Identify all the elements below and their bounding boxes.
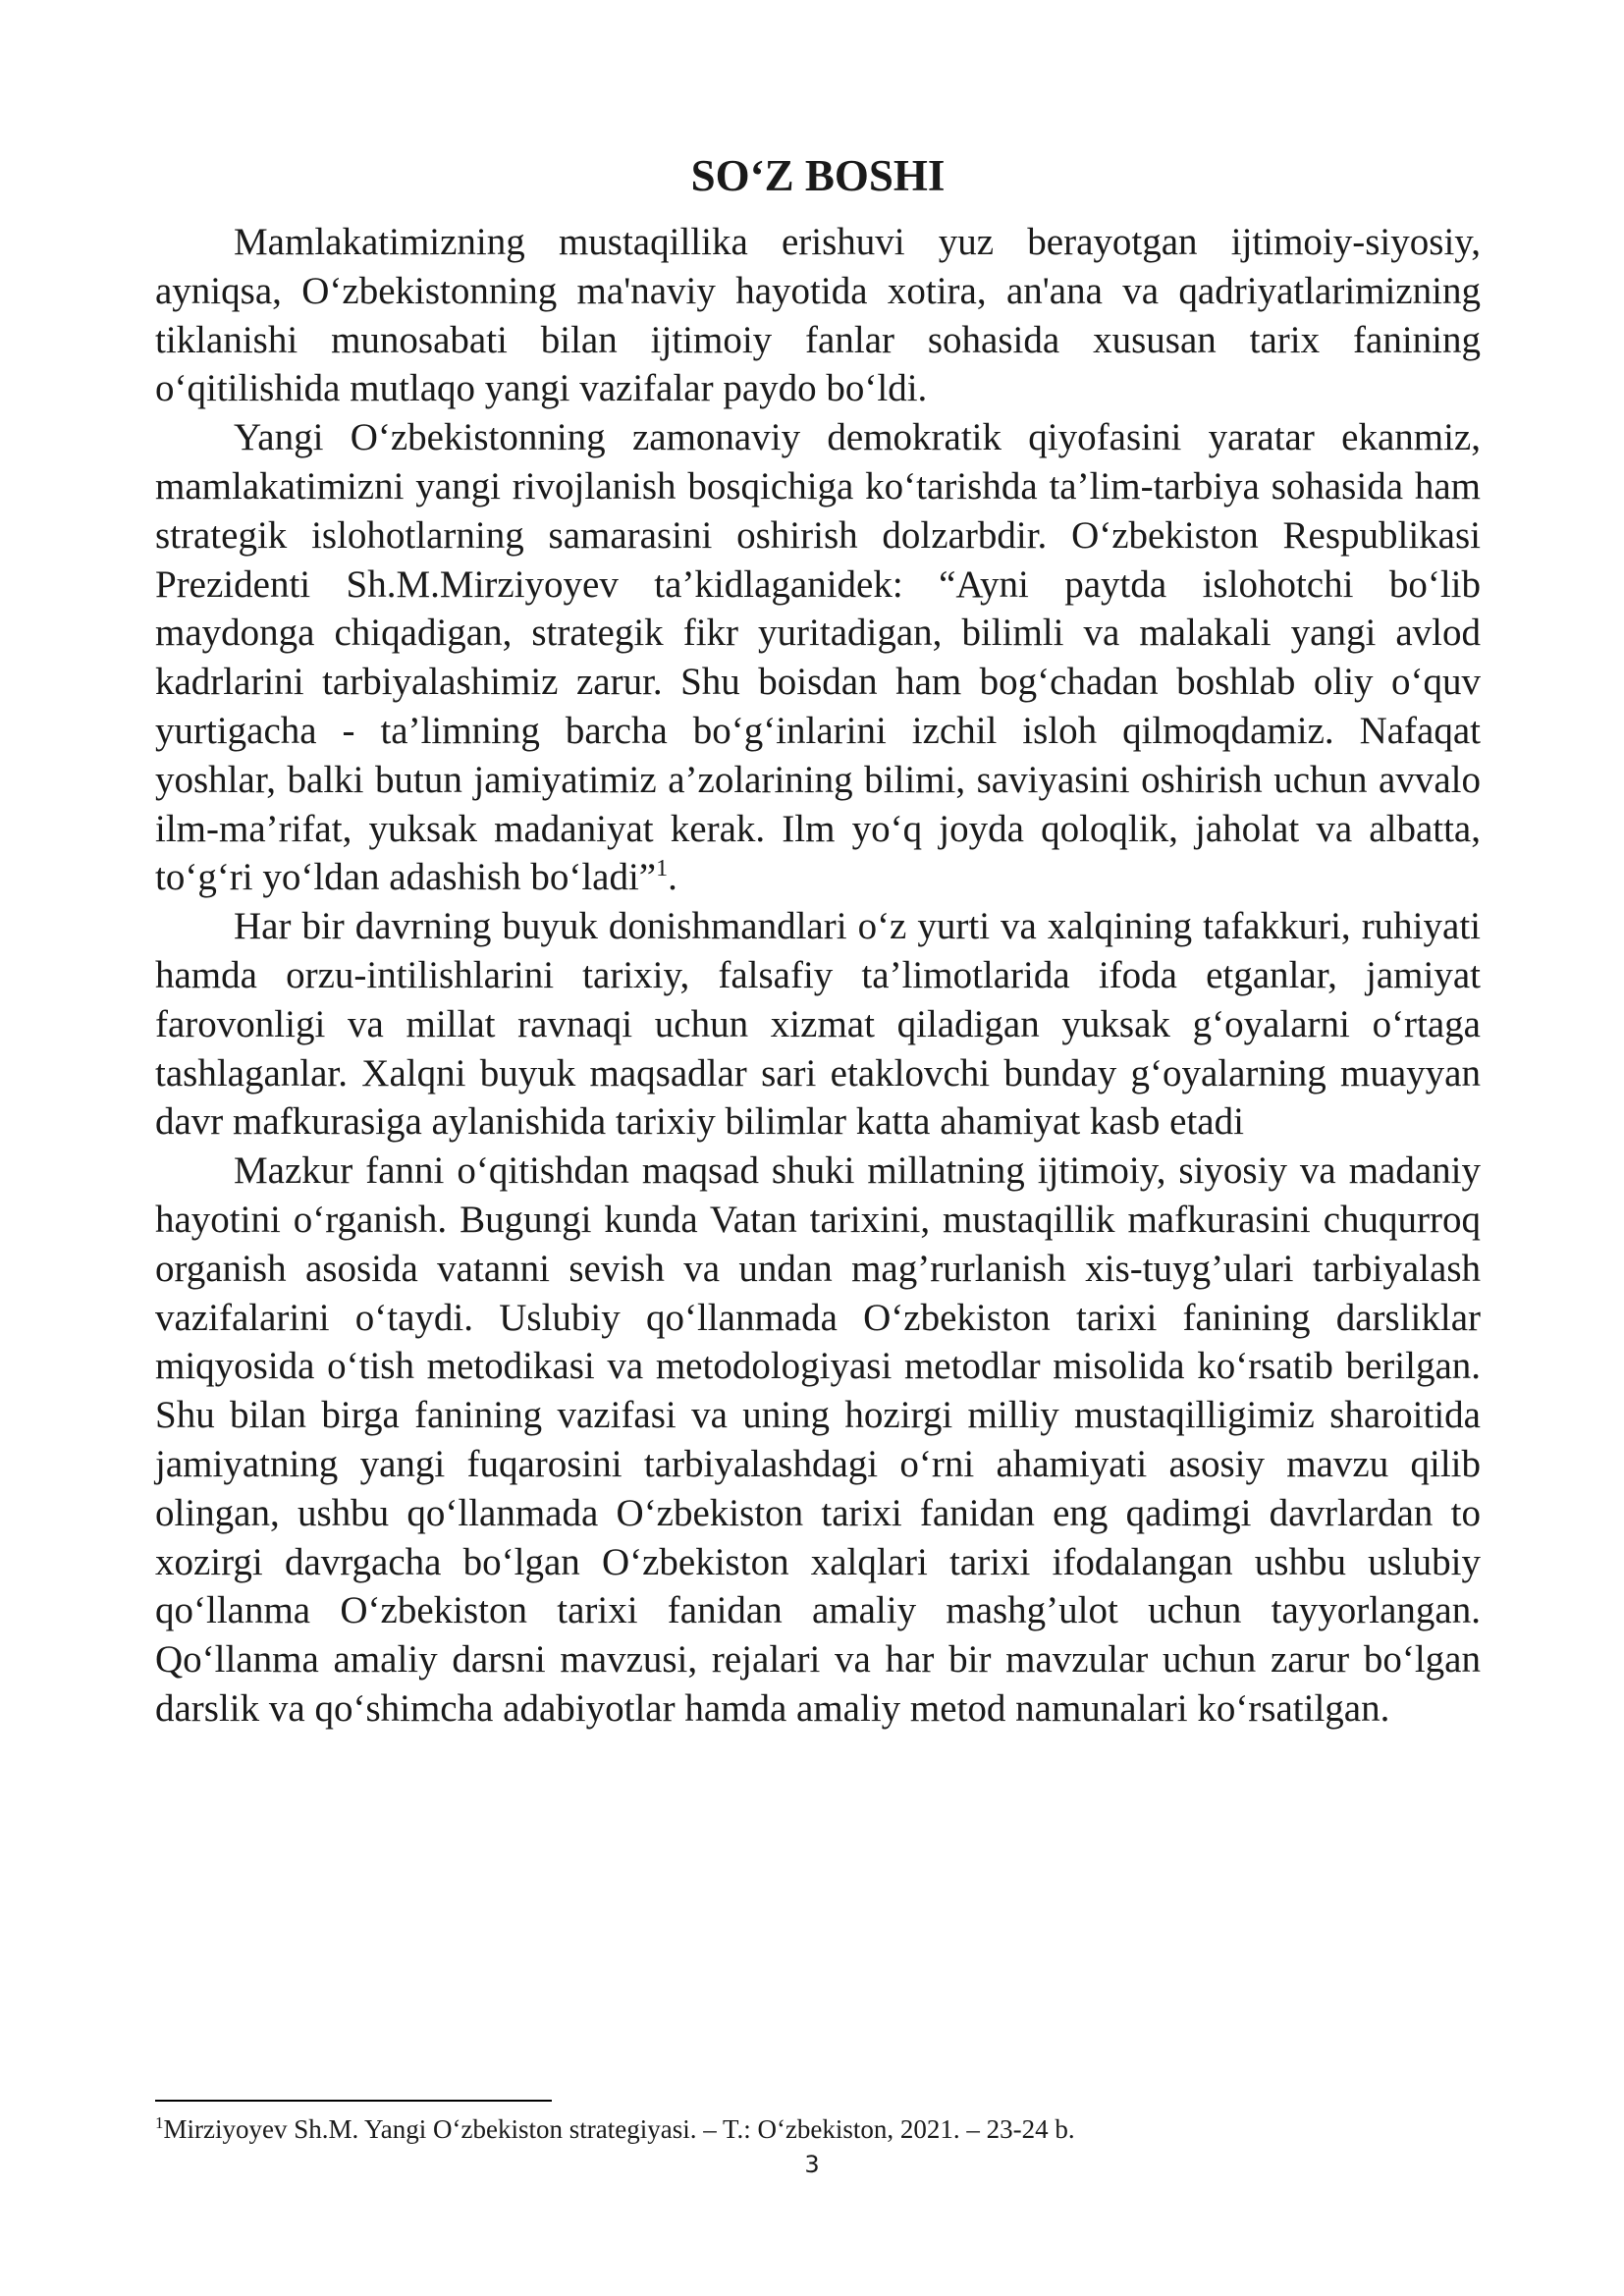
- footnote-text: Mirziyoyev Sh.M. Yangi O‘zbekiston strategiyasi. – T.: O‘zbekiston, 2021. – 23-24 b.: [163, 2114, 1075, 2144]
- paragraph-2-text: Yangi O‘zbekistonning zamonaviy demokratik qiyofasini yaratar ekanmiz, mamlakatimizni yangi rivojlanish bosqichiga ko‘tarishda ta’lim-tarbiya sohasida ham strategik islohotlarning samarasini oshirish dolzarbdir. O‘zbekiston Respublikasi Prezidenti Sh.M.Mirziyoyev ta’kidlaganidek: “Ayni paytda islohotchi bo‘lib maydonga chiqadigan, strategik fikr yuritadigan, bilimli va malakali yangi avlod kadrlarini tarbiyalashimiz zarur. Shu boisdan ham bog‘chadan boshlab oliy o‘quv yurtigacha - ta’limning barcha bo‘g‘inlarini izchil isloh qilmoqdamiz. Nafaqat yoshlar, balki butun jamiyatimiz a’zolarining bilimi, saviyasini oshirish uchun avvalo ilm-ma’rifat, yuksak madaniyat kerak. Ilm yo‘q joyda qoloqlik, jaholat va albatta, to‘g‘ri yo‘ldan adashish bo‘ladi”: [155, 416, 1481, 899]
- footnote: [155, 2113, 1481, 2145]
- footnote-separator: [155, 2100, 552, 2102]
- page-title: SO‘Z BOSHI: [690, 151, 946, 200]
- paragraph-2: [155, 413, 1481, 902]
- paragraph-4: Mazkur fanni o‘qitishdan maqsad shuki millatning ijtimoiy, siyosiy va madaniy hayotini o‘rganish. Bugungi kunda Vatan tarixini, mustaqillik mafkurasini chuqurroq organish asosida vatanni sevish va undan mag’rurlanish xis-tuyg’ulari tarbiyalash vazifalarini o‘taydi. Uslubiy qo‘llanmada O‘zbekiston tarixi fanining darsliklar miqyosida o‘tish metodikasi va metodologiyasi metodlar misolida ko‘rsatib berilgan. Shu bilan birga fanining vazifasi va uning hozirgi milliy mustaqilligimiz sharoitida jamiyatning yangi fuqarosini tarbiyalashdagi o‘rni ahamiyati asosiy mavzu qilib olingan, ushbu qo‘llanmada O‘zbekiston tarixi fanidan eng qadimgi davrlardan to xozirgi davrgacha bo‘lgan O‘zbekiston xalqlari tarixi ifodalangan ushbu uslubiy qo‘llanma O‘zbekiston tarixi fanidan amaliy mashg’ulot uchun tayyorlangan. Qo‘llanma amaliy darsni mavzusi, rejalari va har bir mavzular uchun zarur bo‘lgan darslik va qo‘shimcha adabiyotlar hamda amaliy metod namunalari ko‘rsatilgan.: [155, 1149, 1481, 1730]
- page-content: [155, 147, 1481, 1734]
- page-number: 3: [804, 2151, 820, 2178]
- paragraph-2-end: .: [668, 856, 677, 899]
- footnote-reference[interactable]: 1: [656, 856, 669, 882]
- paragraph-3: Har bir davrning buyuk donishmandlari o‘z yurti va xalqining tafakkuri, ruhiyati hamda orzu-intilishlarini tarixiy, falsafiy ta’limotlarida ifoda etganlar, jamiyat farovonligi va millat ravnaqi uchun xizmat qiladigan yuksak g‘oyalarni o‘rtaga tashlaganlar. Xalqni buyuk maqsadlar sari etaklovchi bunday g‘oyalarning muayyan davr mafkurasiga aylanishida tarixiy bilimlar katta ahamiyat kasb etadi: [155, 905, 1481, 1144]
- footnote-marker: 1: [155, 2113, 164, 2132]
- paragraph-1: Mamlakatimizning mustaqillika erishuvi yuz berayotgan ijtimoiy-siyosiy, ayniqsa, O‘zbekistonning ma'naviy hayotida xotira, an'ana va qadriyatlarimizning tiklanishi munosabati bilan ijtimoiy fanlar sohasida xususan tarix fanining o‘qitilishida mutlaqo yangi vazifalar paydo bo‘ldi.: [155, 221, 1481, 410]
